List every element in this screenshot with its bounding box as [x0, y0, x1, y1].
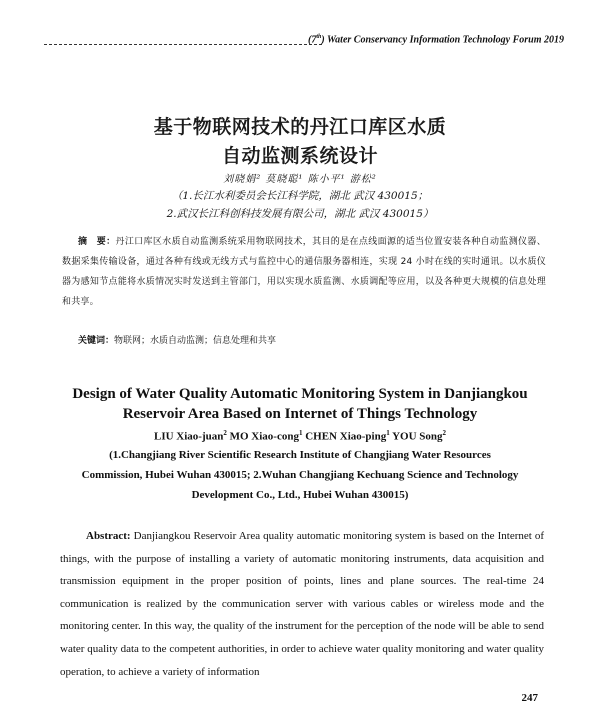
- en-author: YOU Song: [392, 430, 443, 443]
- cn-title-line-1: 基于物联网技术的丹江口库区水质: [153, 116, 447, 138]
- cn-affiliation-line-2: 2.武汉长江科创科技发展有限公司，湖北 武汉 430015）: [166, 208, 434, 220]
- en-abstract-label: Abstract:: [86, 530, 131, 542]
- en-authors: LIU Xiao-juan$^2$ MO Xiao-cong$^1$ CHEN Xiao-ping$^1$ YOU Song$^2$: [153, 429, 446, 443]
- cn-title-line-2: 自动监测系统设计: [221, 145, 378, 167]
- cn-keywords-text: 物联网；水质自动监测；信息处理和共享: [114, 336, 277, 346]
- en-affiliation-line-3: Development Co., Ltd., Hubei Wuhan 430015): [191, 489, 409, 501]
- cn-abstract: [62, 232, 546, 312]
- cn-authors: 刘晓娟² 莫晓聪¹ 陈小平¹ 游松²: [223, 174, 377, 185]
- en-title-line-2: Reservoir Area Based on Internet of Things Technology: [122, 406, 478, 422]
- en-author: LIU Xiao-juan: [153, 430, 224, 443]
- en-abstract: [60, 525, 544, 683]
- cn-abstract-label: 摘 要：: [78, 237, 116, 247]
- en-affiliation-line-1: (1.Changjiang River Scientific Research Institute of Changjiang Water Resources: [109, 449, 491, 461]
- en-abstract-text: Danjiangkou Reservoir Area quality automatic monitoring system is based on the Internet of things, with the purpose of installing a variety of automatic monitoring instruments, data acquisition and transmission equipment in the proper position of points, lines and plane sources. The real-time 24 communication is realized by the communication server with various cables or wireless mode and the monitoring center. In this way, the quality of the instrument for the perception of the node will be able to send water quality data to the competent authorities, in order to achieve water quality monitoring and water quality operation, to achieve a variety of information: [60, 530, 545, 678]
- header-rule: [44, 44, 322, 45]
- page-number: 247: [521, 692, 538, 704]
- cn-affiliation-line-1: （1.长江水利委员会长江科学院，湖北 武汉 430015；: [171, 190, 429, 202]
- running-head: (7th) Water Conservancy Information Technology Forum 2019: [308, 34, 564, 46]
- en-affiliation-line-2: Commission, Hubei Wuhan 430015; 2.Wuhan Changjiang Kechuang Science and Technology: [81, 469, 519, 481]
- en-author: CHEN Xiao-ping: [305, 430, 387, 443]
- cn-keywords: [78, 333, 548, 346]
- cn-keywords-label: 关键词：: [78, 336, 115, 346]
- en-title-line-1: Design of Water Quality Automatic Monitoring System in Danjiangkou: [72, 386, 528, 402]
- en-author: MO Xiao-cong: [229, 430, 299, 443]
- cn-abstract-text: 丹江口库区水质自动监测系统采用物联网技术，其目的是在点线面源的适当位置安装各种自动监测仪器、数据采集传输设备，通过各种有线或无线方式与监控中心的通信服务器相连，实现 24 小时在线的实时通讯。以水质仪器为感知节点能将水质情况实时发送到主管部门，用以实现水质监测、水质调配等应用，以及各种更大规模的信息处理和共享。: [62, 237, 546, 307]
